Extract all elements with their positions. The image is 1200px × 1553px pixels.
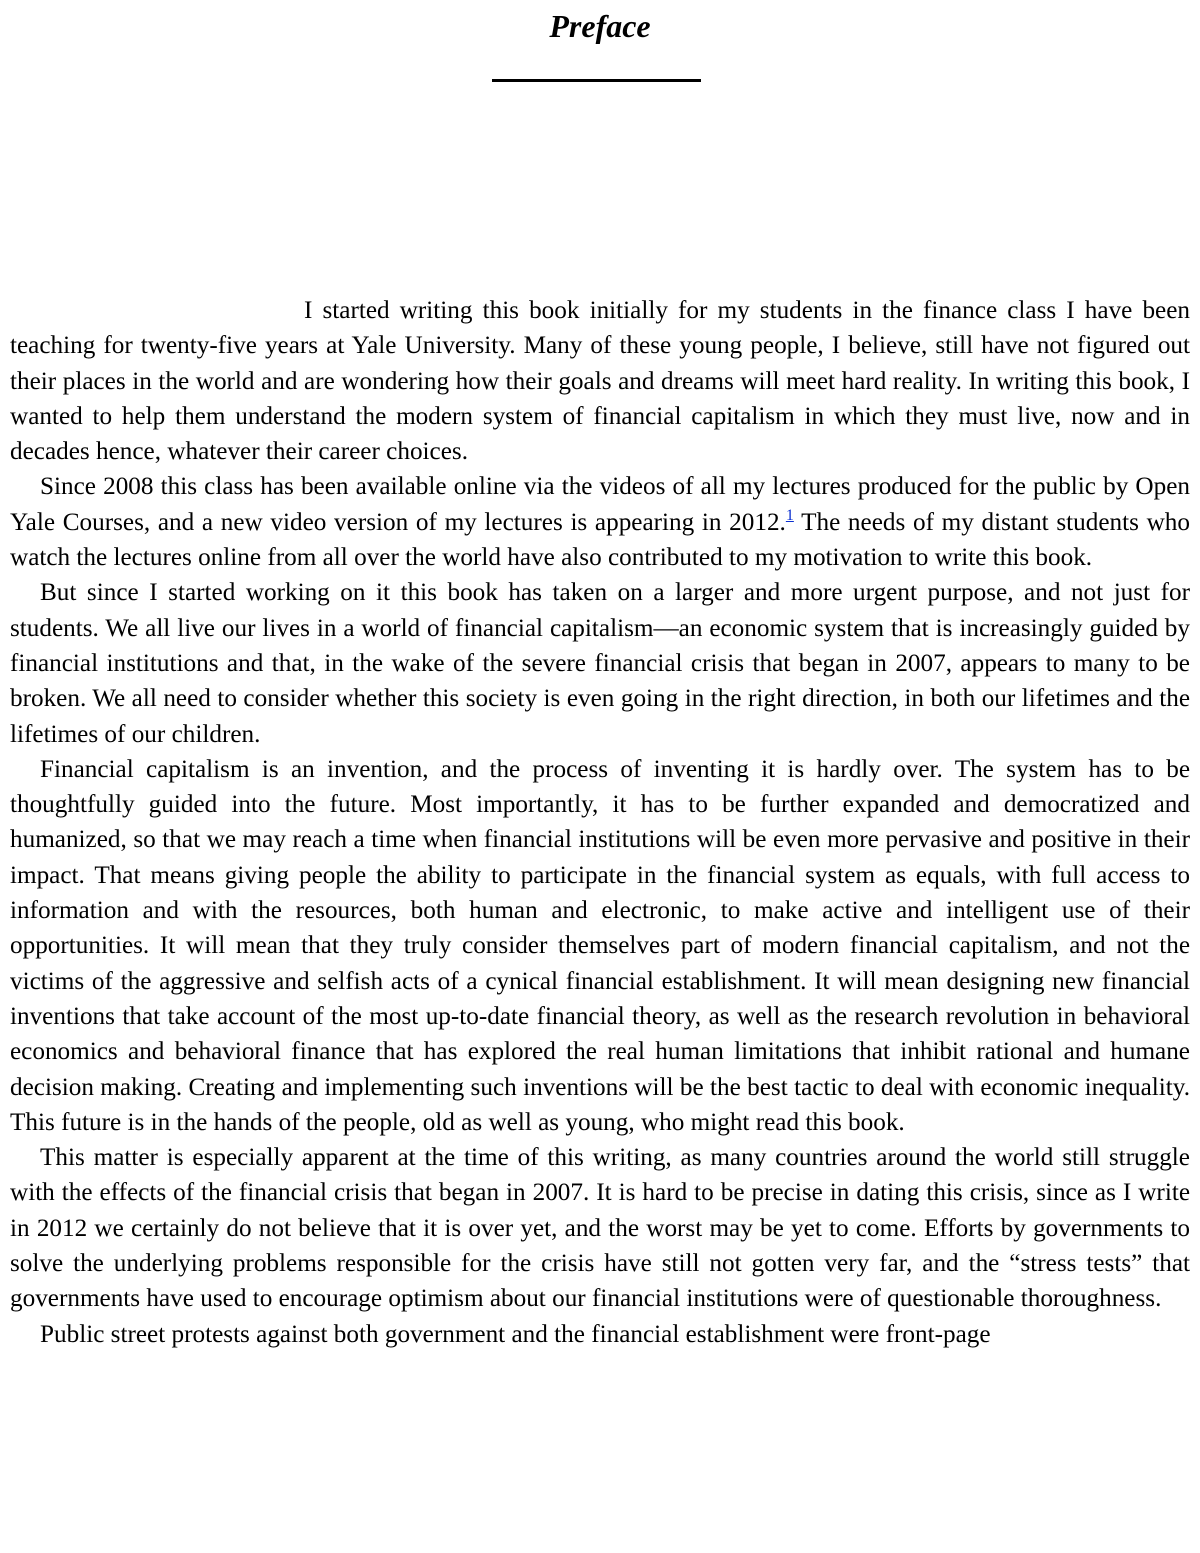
paragraph-text: Financial capitalism is an invention, and the process of inventing it is hardly over. The system has to be thoughtfully guided into the future. Most importantly, it has to be further expanded and democratized and humanized, so that we may reach a time when financial institutions will be even more pervasive and positive in their impact. That means giving people the ability to participate in the financial system as equals, with full access to information and with the resources, both human and electronic, to make active and intelligent use of their opportunities. It will mean that they truly consider themselves part of modern financial capitalism, and not the victims of the aggressive and selfish acts of a cynical financial establishment. It will mean designing new financial inventions that take account of the most up-to-date financial theory, as well as the research revolution in behavioral economics and behavioral finance that has explored the real human limitations that inhibit rational and humane decision making. Creating and implementing such inventions will be the best tactic to deal with economic inequality. This future is in the hands of the people, old as well as young, who might read this book. [10, 755, 1190, 1136]
paragraph [10, 1317, 1190, 1352]
paragraph-text: The needs of my distant students who watch the lectures online from all over the world have also contributed to my motivation to write this book. [10, 508, 1190, 572]
paragraph-text: I started writing this book initially for my students in the finance class I have been teaching for twenty-five years at Yale University. Many of these young people, I believe, still have not figured out their places in the world and are wondering how their goals and dreams will meet hard reality. In writing this book, I wanted to help them understand the modern system of financial capitalism in which they must live, now and in decades hence, whatever their career choices. [10, 297, 1190, 466]
paragraph-text: This matter is especially apparent at the time of this writing, as many countries around the world still struggle with the effects of the financial crisis that began in 2007. It is hard to be precise in dating this crisis, since as I write in 2012 we certainly do not believe that it is over yet, and the worst may be yet to come. Efforts by governments to solve the underlying problems responsible for the crisis have still not gotten very far, and the “stress tests” that governments have used to encourage optimism about our financial institutions were of questionable thoroughness. [10, 1144, 1190, 1313]
paragraph-text: But since I started working on it this book has taken on a larger and more urgent purpose, and not just for students. We all live our lives in a world of financial capitalism—an economic system that is increasingly guided by financial institutions and that, in the wake of the severe financial crisis that began in 2007, appears to many to be broken. We all need to consider whether this society is even going in the right direction, in both our lifetimes and the lifetimes of our children. [10, 579, 1190, 748]
paragraph-text: Public street protests against both government and the financial establishment were front-page [40, 1320, 991, 1348]
paragraph [10, 752, 1190, 1140]
paragraph-text: Since 2008 this class has been available online via the videos of all my lectures produced for the public by Open Yale Courses, and a new video version of my lectures is appearing in 2012. [10, 473, 1190, 536]
paragraph [10, 293, 1190, 469]
body-text [10, 293, 1190, 1352]
footnote-link[interactable]: 1 [785, 506, 794, 524]
title-rule [492, 79, 701, 82]
page-title: Preface [549, 8, 651, 44]
paragraph [10, 1140, 1190, 1316]
paragraph [10, 575, 1190, 751]
paragraph [10, 469, 1190, 575]
